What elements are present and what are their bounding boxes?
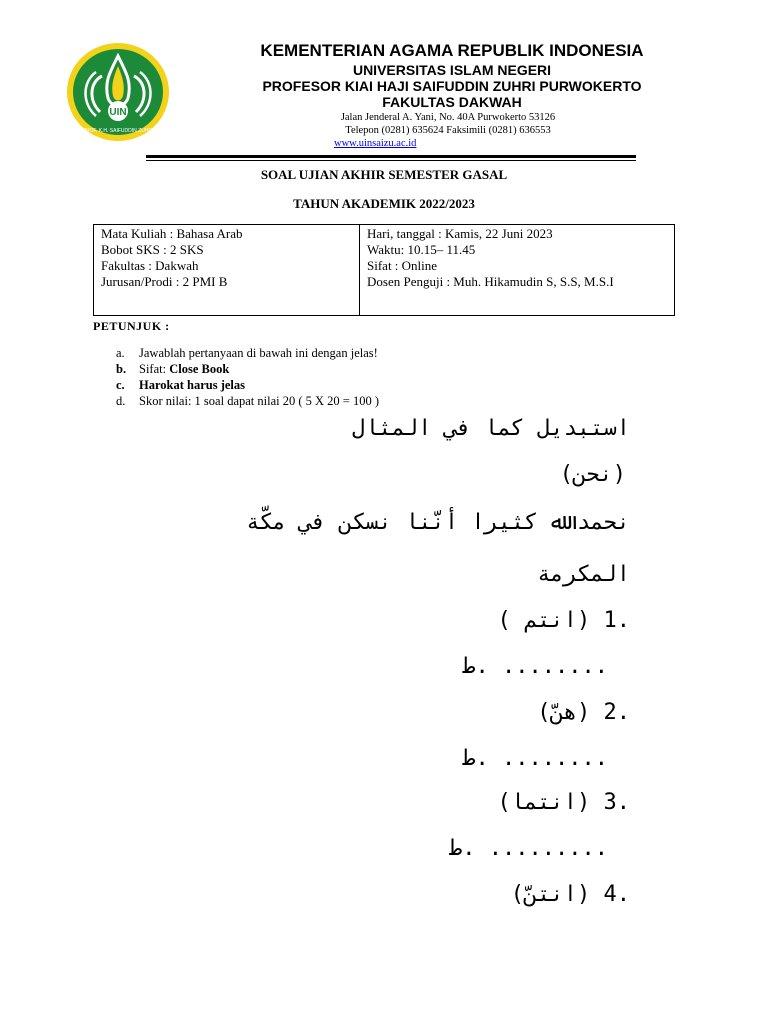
question-prompt: (انتنّ) — [510, 882, 591, 907]
arabic-example-sentence: نحمد ﷲ كثيرا أنّنا نسكن في مكّة — [246, 510, 630, 535]
credit-weight: Bobot SKS : 2 SKS — [101, 242, 204, 257]
letterhead-divider — [146, 155, 636, 158]
academic-year: TAHUN AKADEMIK 2022/2023 — [293, 196, 475, 211]
phone-line: Telepon (0281) 635624 Faksimili (0281) 636553 — [345, 125, 551, 136]
university-name-line2: PROFESOR KIAI HAJI SAIFUDDIN ZUHRI PURWOKERTO — [262, 78, 642, 94]
question-number: 3. — [603, 790, 630, 815]
list-text: Skor nilai: 1 soal dapat nilai 20 ( 5 X 20 = 100 ) — [139, 394, 380, 408]
website-link[interactable]: www.uinsaizu.ac.id — [334, 138, 417, 149]
instructions-label: PETUNJUK : — [93, 319, 170, 333]
program-info: Jurusan/Prodi : 2 PMI B — [101, 274, 228, 289]
exam-date: Hari, tanggal : Kamis, 22 Juni 2023 — [367, 226, 553, 241]
question-number: 2. — [603, 700, 630, 725]
arabic-instruction: استبديل كما في المثال — [351, 416, 630, 441]
address-line: Jalan Jenderal A. Yani, No. 40A Purwokerto 53126 — [340, 112, 556, 123]
instructions-list — [116, 345, 379, 409]
question-number: 1. — [603, 608, 630, 633]
question-3 — [498, 790, 630, 815]
examiner: Dosen Penguji : Muh. Hikamudin S, S.S, M.S.I — [367, 274, 614, 289]
list-marker: c. — [116, 378, 125, 392]
arabic-example-pronoun: (نحن) — [559, 462, 626, 487]
arabic-example-sentence-cont: المكرمة — [537, 562, 630, 587]
ministry-title: KEMENTERIAN AGAMA REPUBLIK INDONESIA — [260, 41, 644, 60]
exam-mode: Sifat : Online — [367, 258, 438, 273]
exam-time: Waktu: 10.15– 11.45 — [367, 242, 476, 257]
question-2 — [537, 700, 630, 725]
schedule-info-column — [360, 225, 674, 315]
list-item — [116, 377, 379, 393]
course-info-column — [94, 225, 360, 315]
answer-line-1: ط. ........ — [462, 654, 608, 679]
exam-title: SOAL UJIAN AKHIR SEMESTER GASAL — [260, 167, 508, 182]
list-item — [116, 345, 379, 361]
letterhead — [210, 40, 694, 110]
list-item — [116, 393, 379, 409]
university-name-line1: UNIVERSITAS ISLAM NEGERI — [352, 62, 552, 78]
answer-line-3: ط. ......... — [449, 836, 608, 861]
list-marker: b. — [116, 362, 127, 376]
list-text: Jawablah pertanyaan di bawah ini dengan jelas! — [139, 346, 378, 360]
list-text: Sifat: — [139, 362, 170, 376]
list-marker: d. — [116, 394, 126, 408]
list-item — [116, 361, 379, 377]
university-logo — [66, 42, 170, 142]
course-name: Mata Kuliah : Bahasa Arab — [101, 226, 243, 241]
question-prompt: ( انتم) — [497, 608, 591, 633]
answer-line-2: ط. ........ — [462, 746, 608, 771]
list-text-bold: Close Book — [169, 362, 230, 376]
question-number: 4. — [603, 882, 630, 907]
question-prompt: (هنّ) — [537, 700, 591, 725]
question-1 — [498, 608, 630, 633]
logo-ring-text: PROF. K.H. SAIFUDDIN ZUHRI — [82, 128, 154, 134]
letterhead-divider-thin — [146, 160, 636, 161]
faculty-info: Fakultas : Dakwah — [101, 258, 199, 273]
faculty-name: FAKULTAS DAKWAH — [382, 94, 522, 110]
question-4 — [511, 882, 630, 907]
exam-info-table — [93, 224, 675, 316]
list-marker: a. — [116, 346, 125, 360]
logo-initials: UIN — [109, 107, 127, 118]
list-text-bold: Harokat harus jelas — [139, 378, 246, 392]
question-prompt: (انتما) — [497, 790, 591, 815]
website-line — [334, 137, 416, 150]
